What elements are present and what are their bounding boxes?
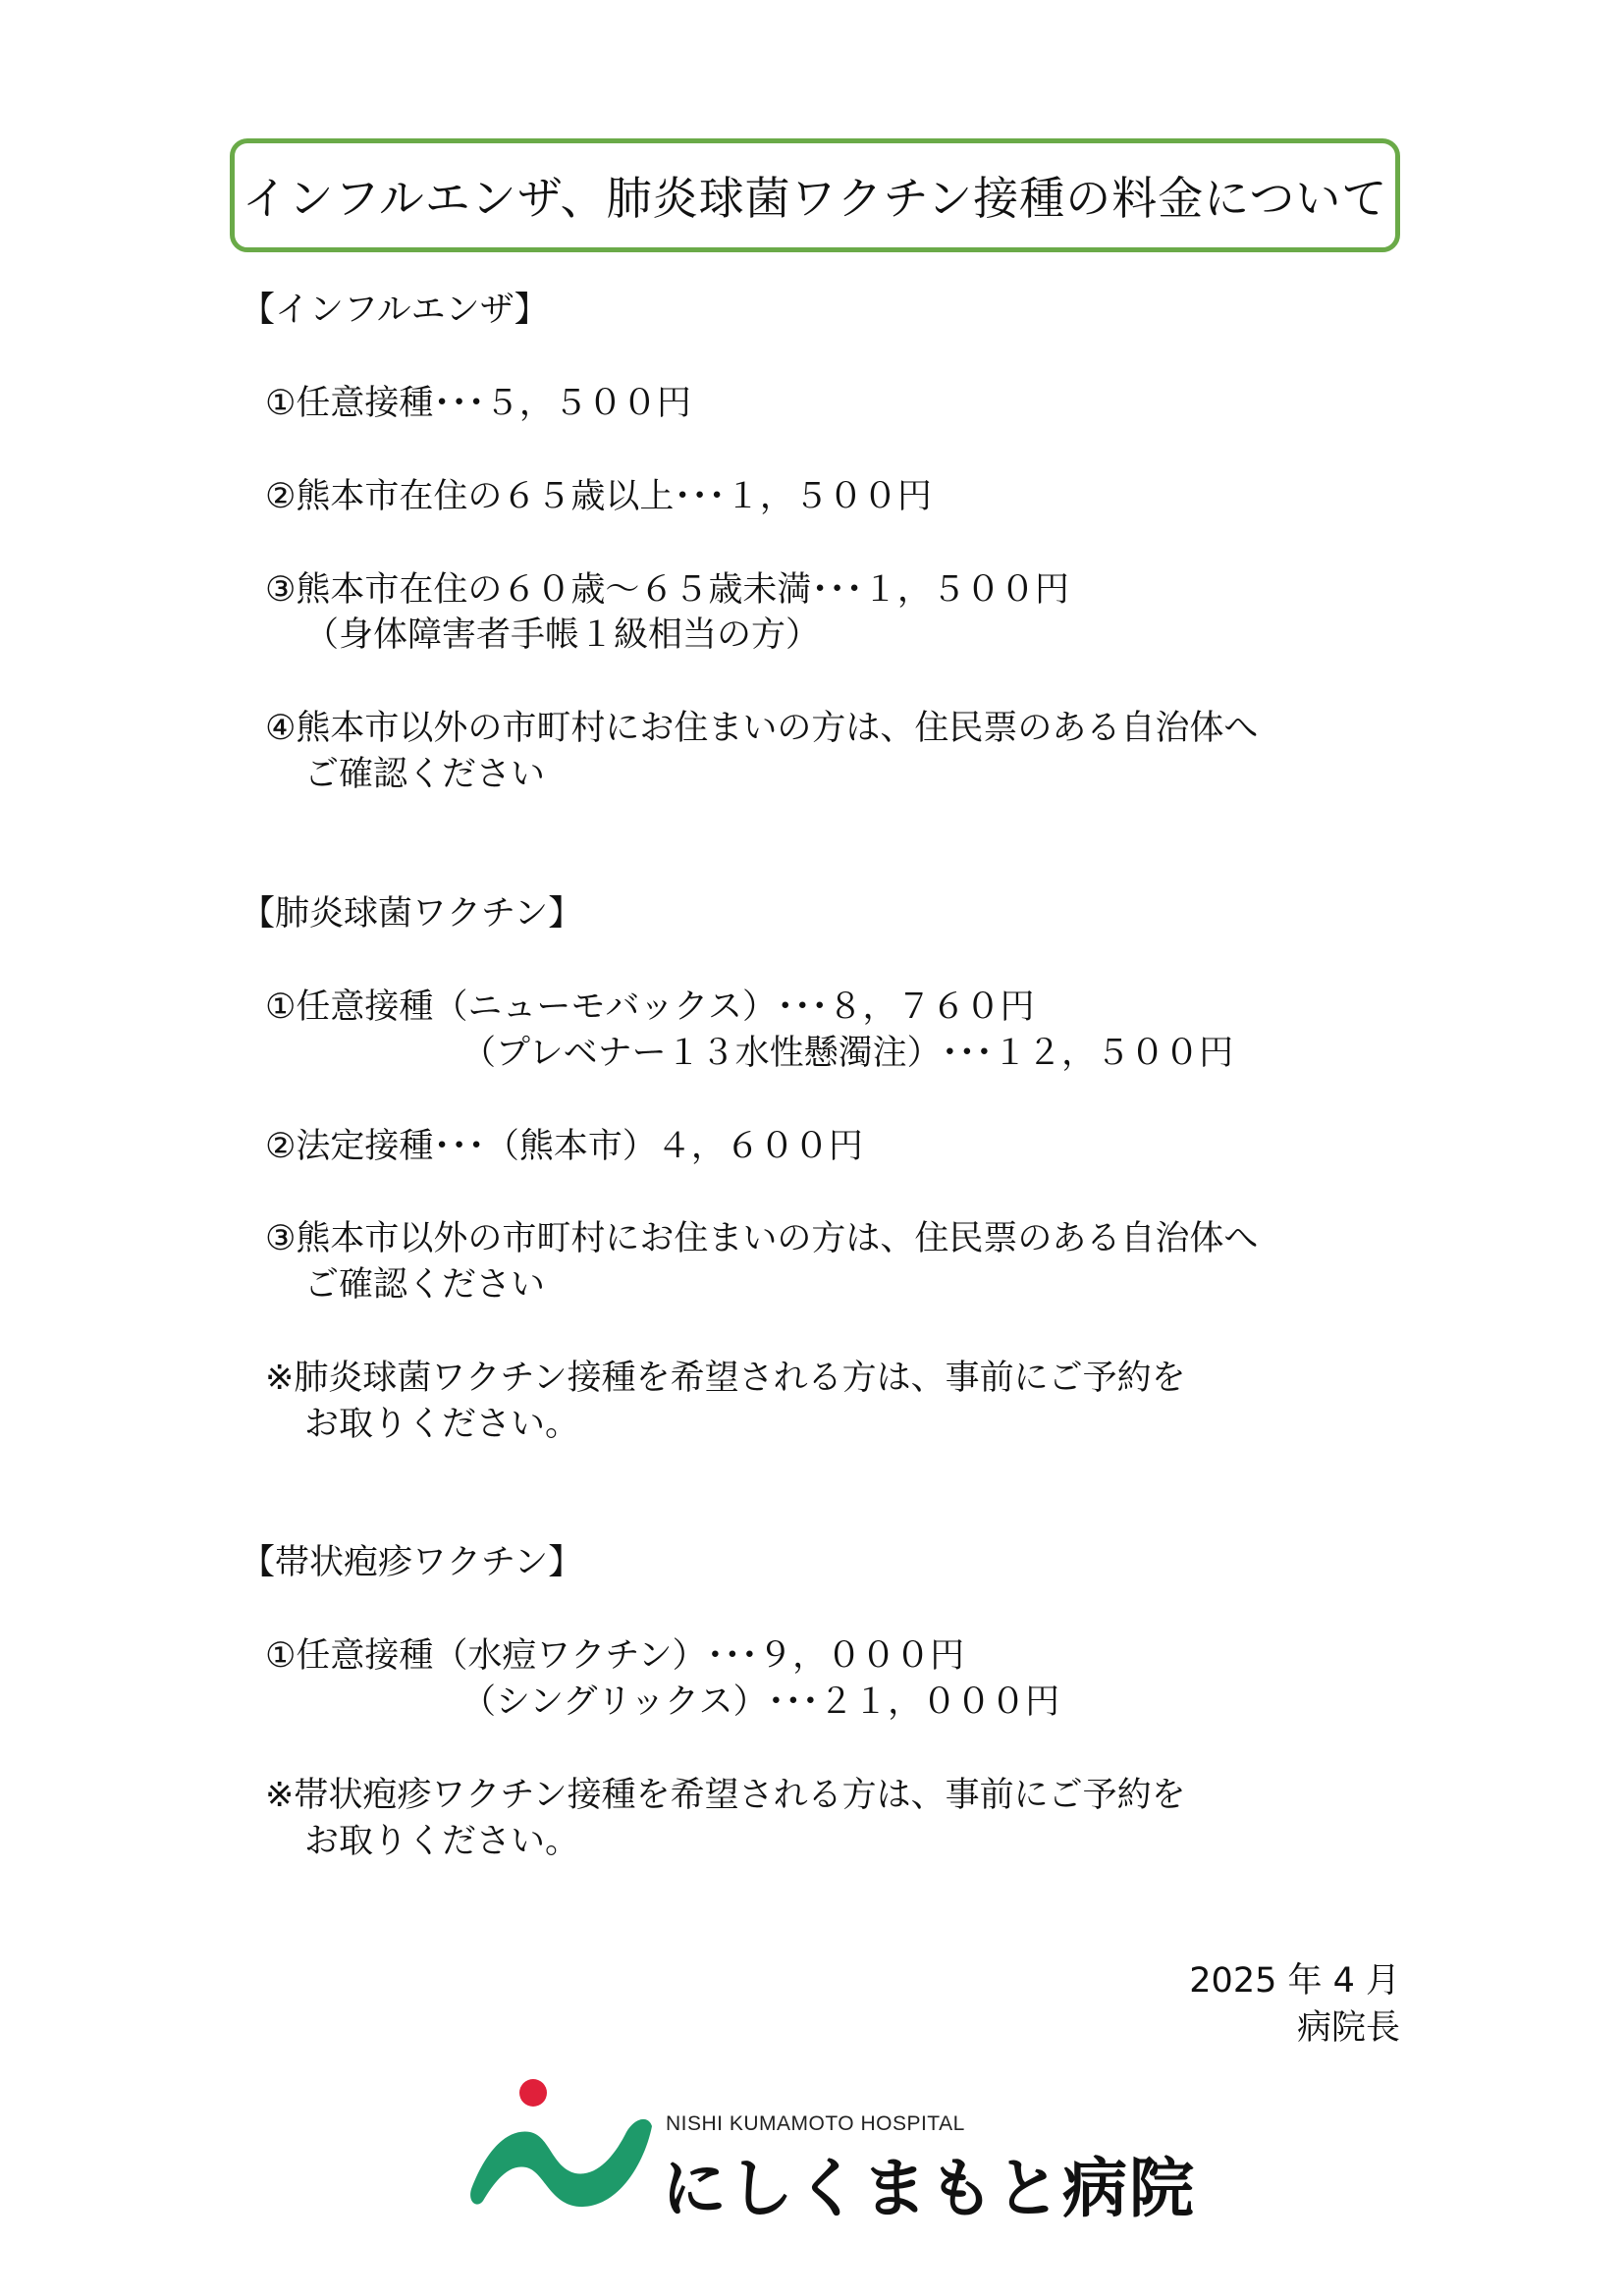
- page-title: インフルエンザ、肺炎球菌ワクチン接種の料金について: [242, 172, 1388, 225]
- influenza-item-4-line1: ④熊本市以外の市町村にお住まいの方は、住民票のある自治体へ: [265, 709, 1259, 748]
- influenza-item-2: ②熊本市在住の６５歳以上･･･１，５００円: [265, 477, 932, 516]
- shingles-note-line1: ※帯状疱疹ワクチン接種を希望される方は、事前にご予約を: [265, 1776, 1186, 1815]
- pneumococcal-item-3-line1: ③熊本市以外の市町村にお住まいの方は、住民票のある自治体へ: [265, 1219, 1259, 1258]
- pneumococcal-note-line1: ※肺炎球菌ワクチン接種を希望される方は、事前にご予約を: [265, 1359, 1186, 1398]
- signer: 病院長: [1296, 2008, 1400, 2048]
- shingles-note-line2: お取りください。: [304, 1822, 580, 1861]
- issue-date: 2025 年 4 月: [1189, 1961, 1400, 2001]
- pneumococcal-note-line2: お取りください。: [304, 1405, 580, 1444]
- hospital-logo-mark-icon: [469, 2071, 656, 2218]
- pneumococcal-item-1-line1: ①任意接種（ニューモバックス）･･･８，７６０円: [265, 988, 1035, 1027]
- shingles-item-1-line1: ①任意接種（水痘ワクチン）･･･９，０００円: [265, 1636, 965, 1676]
- pneumococcal-heading: 【肺炎球菌ワクチン】: [241, 894, 583, 934]
- influenza-heading: 【インフルエンザ】: [241, 291, 549, 330]
- shingles-heading: 【帯状疱疹ワクチン】: [241, 1543, 583, 1582]
- pneumococcal-item-1-line2: （プレベナー１３水性懸濁注）･･･１２，５００円: [461, 1034, 1234, 1073]
- logo-japanese-text: にしくまもと病院: [662, 2151, 1196, 2226]
- logo-english-text: NISHI KUMAMOTO HOSPITAL: [666, 2112, 965, 2135]
- title-box: [230, 138, 1400, 252]
- hospital-logo: [469, 2071, 1196, 2226]
- influenza-item-3: ③熊本市在住の６０歳～６５歳未満･･･１，５００円: [265, 570, 1069, 610]
- shingles-item-1-line2: （シングリックス）･･･２１，０００円: [461, 1682, 1060, 1722]
- pneumococcal-item-3-line2: ご確認ください: [304, 1265, 546, 1305]
- influenza-item-4-line2: ご確認ください: [304, 755, 546, 794]
- influenza-item-1: ①任意接種･･･５，５００円: [265, 384, 691, 423]
- influenza-item-3-note: （身体障害者手帳１級相当の方）: [304, 615, 821, 655]
- pneumococcal-item-2: ②法定接種･･･（熊本市）４，６００円: [265, 1127, 863, 1166]
